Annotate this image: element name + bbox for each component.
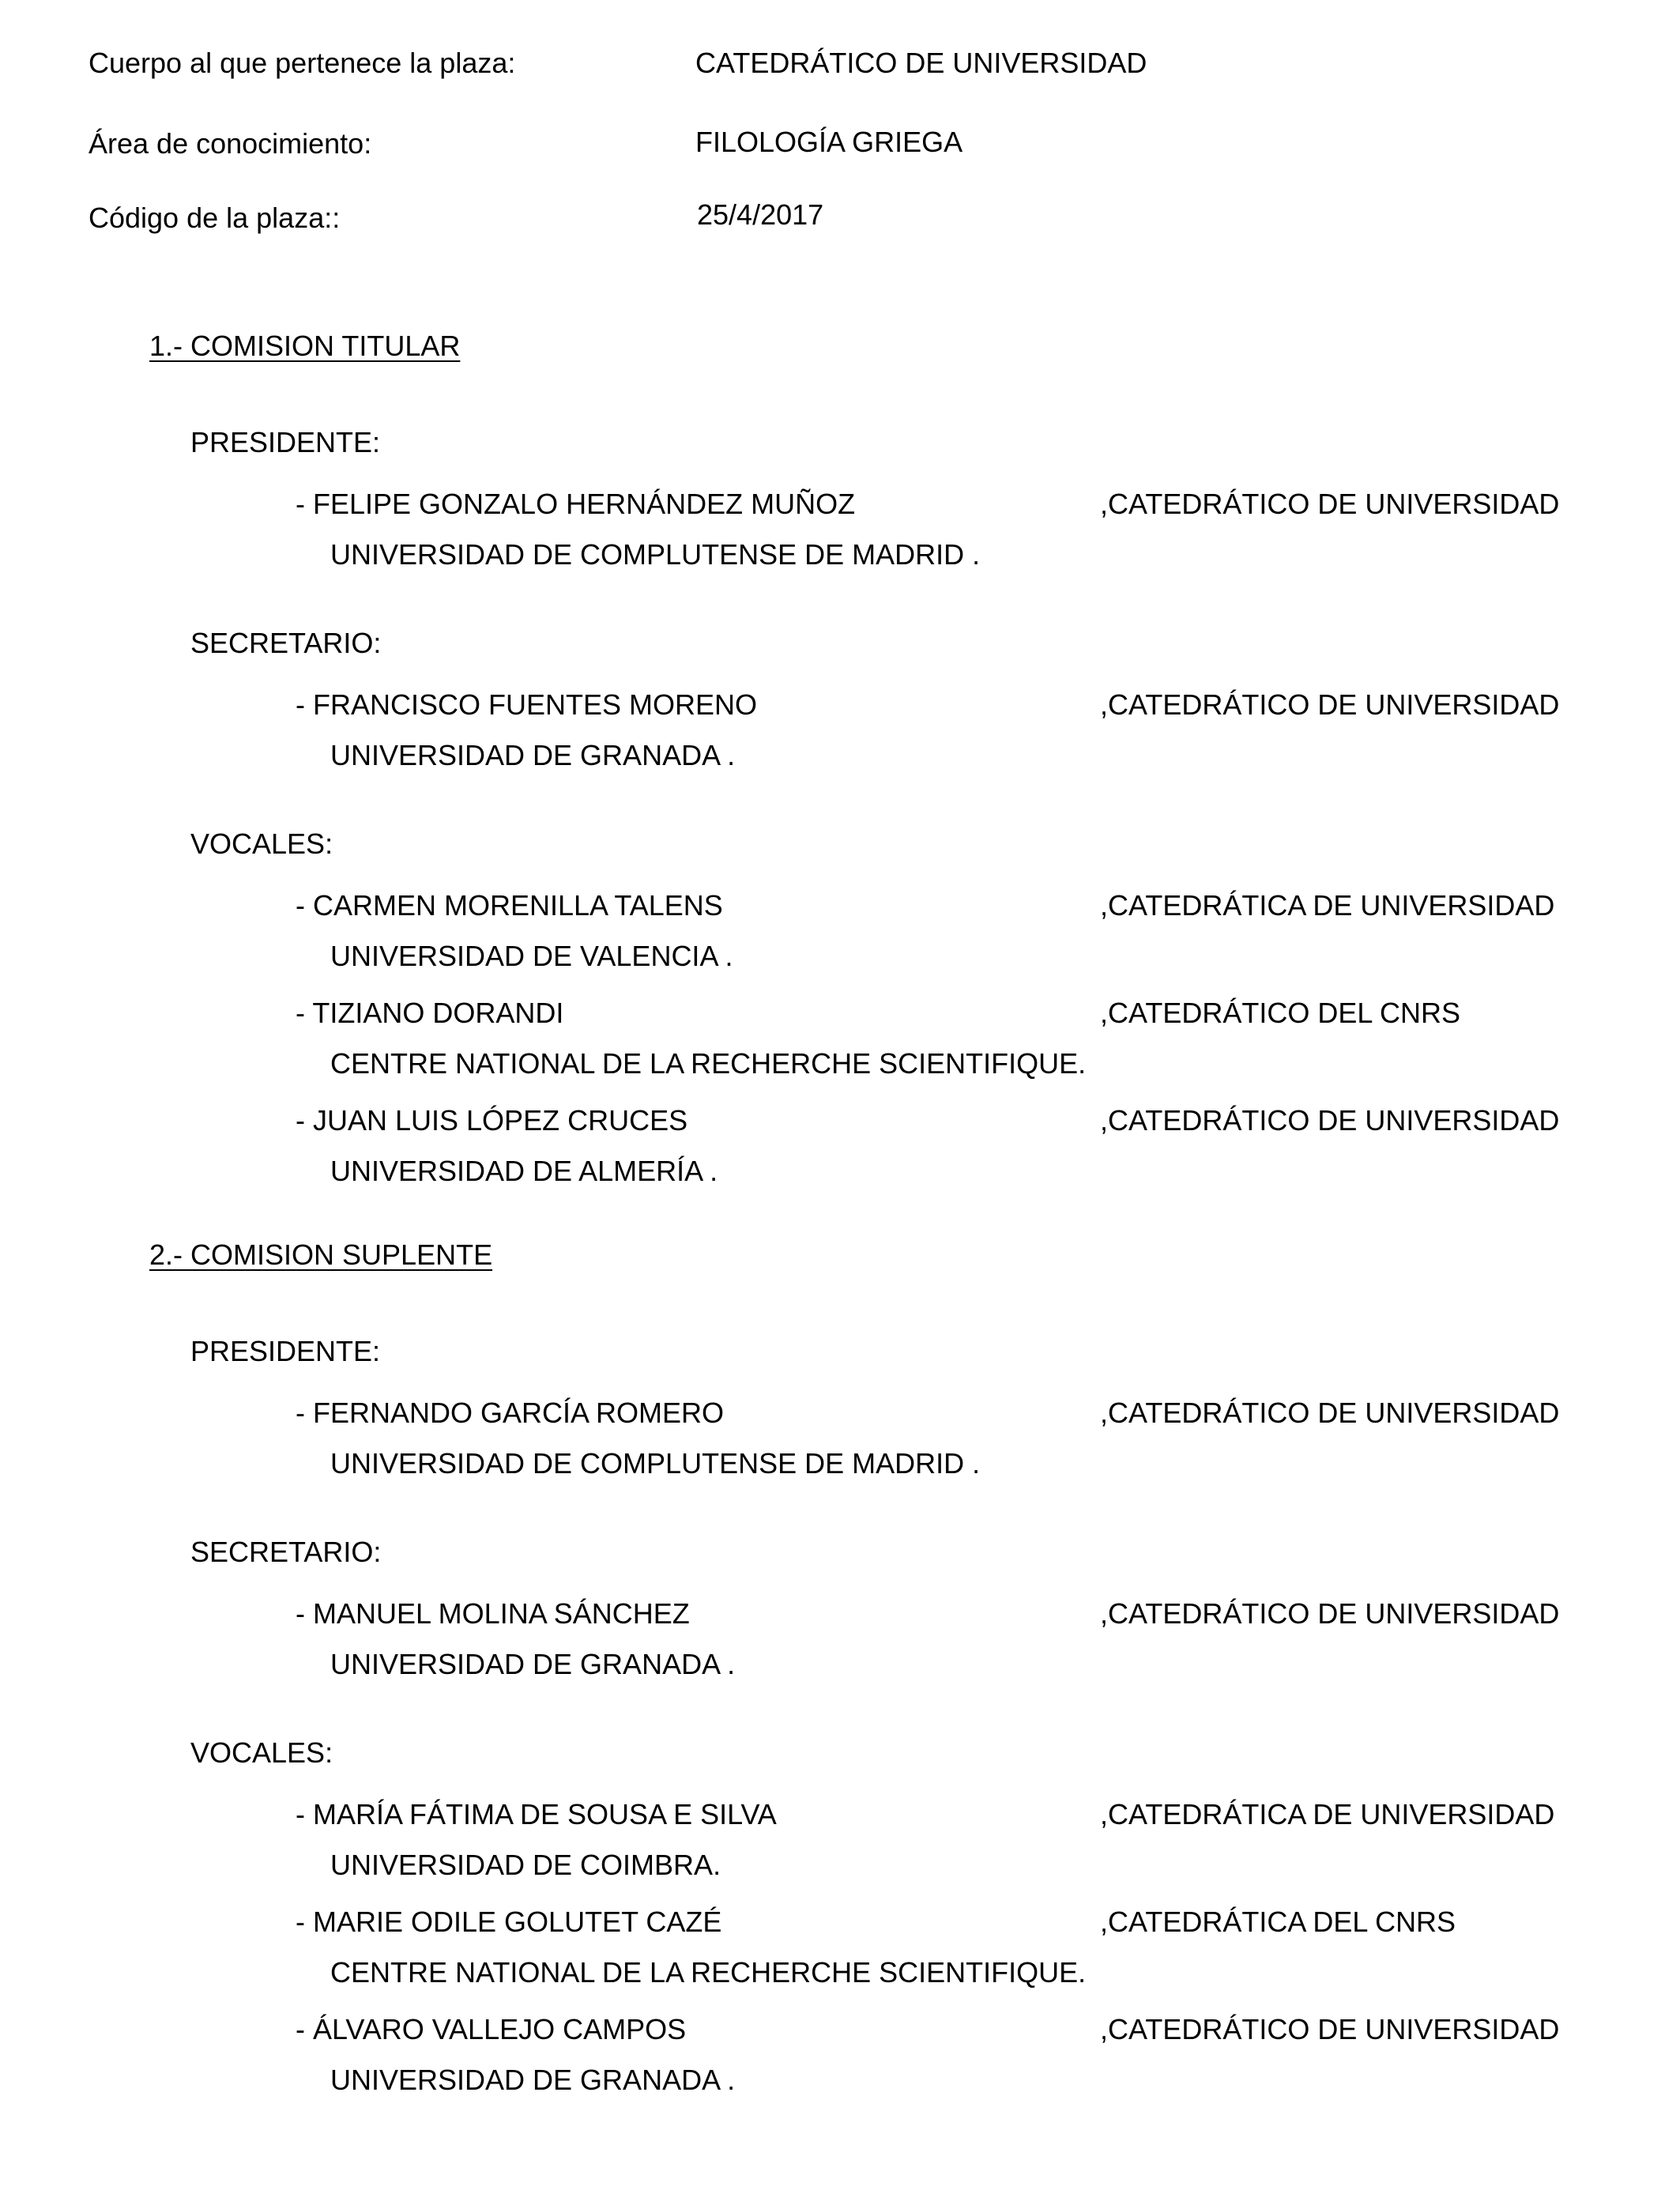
area-value: FILOLOGÍA GRIEGA (695, 126, 963, 158)
titular-heading: 1.- COMISION TITULAR (149, 330, 461, 362)
titular-vocal-3-name: - JUAN LUIS LÓPEZ CRUCES (296, 1104, 688, 1137)
titular-vocal-2-name: - TIZIANO DORANDI (296, 997, 564, 1029)
titular-vocal-1-name: - CARMEN MORENILLA TALENS (296, 889, 723, 922)
suplente-heading: 2.- COMISION SUPLENTE (149, 1238, 493, 1271)
titular-presidente-rank: ,CATEDRÁTICO DE UNIVERSIDAD (1100, 488, 1560, 520)
suplente-secretario-institution: UNIVERSIDAD DE GRANADA . (330, 1648, 736, 1680)
area-label: Área de conocimiento: (89, 127, 372, 160)
suplente-secretario-rank: ,CATEDRÁTICO DE UNIVERSIDAD (1100, 1597, 1560, 1630)
titular-vocal-1-institution: UNIVERSIDAD DE VALENCIA . (330, 940, 733, 972)
codigo-value: 25/4/2017 (697, 198, 824, 231)
titular-secretario-name: - FRANCISCO FUENTES MORENO (296, 688, 758, 721)
suplente-secretario-label: SECRETARIO: (190, 1536, 382, 1568)
suplente-presidente-label: PRESIDENTE: (190, 1335, 381, 1367)
suplente-presidente-rank: ,CATEDRÁTICO DE UNIVERSIDAD (1100, 1397, 1560, 1429)
suplente-vocal-1-rank: ,CATEDRÁTICA DE UNIVERSIDAD (1100, 1798, 1555, 1830)
titular-secretario-label: SECRETARIO: (190, 627, 382, 659)
suplente-vocal-2-institution: CENTRE NATIONAL DE LA RECHERCHE SCIENTIFIQUE. (330, 1956, 1087, 1989)
cuerpo-value: CATEDRÁTICO DE UNIVERSIDAD (695, 47, 1147, 79)
suplente-presidente-name: - FERNANDO GARCÍA ROMERO (296, 1397, 725, 1429)
titular-secretario-rank: ,CATEDRÁTICO DE UNIVERSIDAD (1100, 688, 1560, 721)
codigo-label: Código de la plaza:: (89, 202, 341, 234)
suplente-vocal-3-institution: UNIVERSIDAD DE GRANADA . (330, 2064, 736, 2096)
suplente-vocal-3-rank: ,CATEDRÁTICO DE UNIVERSIDAD (1100, 2013, 1560, 2045)
suplente-vocales-label: VOCALES: (190, 1736, 333, 1769)
suplente-vocal-1-institution: UNIVERSIDAD DE COIMBRA. (330, 1849, 721, 1881)
cuerpo-label: Cuerpo al que pertenece la plaza: (89, 47, 516, 79)
titular-vocal-1-rank: ,CATEDRÁTICA DE UNIVERSIDAD (1100, 889, 1555, 922)
titular-presidente-institution: UNIVERSIDAD DE COMPLUTENSE DE MADRID . (330, 538, 981, 571)
suplente-vocal-1-name: - MARÍA FÁTIMA DE SOUSA E SILVA (296, 1798, 777, 1830)
titular-vocales-label: VOCALES: (190, 827, 333, 860)
suplente-vocal-3-name: - ÁLVARO VALLEJO CAMPOS (296, 2013, 687, 2045)
suplente-vocal-2-name: - MARIE ODILE GOLUTET CAZÉ (296, 1906, 722, 1938)
titular-presidente-name: - FELIPE GONZALO HERNÁNDEZ MUÑOZ (296, 488, 856, 520)
titular-vocal-3-rank: ,CATEDRÁTICO DE UNIVERSIDAD (1100, 1104, 1560, 1137)
titular-vocal-2-rank: ,CATEDRÁTICO DEL CNRS (1100, 997, 1461, 1029)
titular-presidente-label: PRESIDENTE: (190, 426, 381, 458)
suplente-presidente-institution: UNIVERSIDAD DE COMPLUTENSE DE MADRID . (330, 1447, 981, 1480)
suplente-vocal-2-rank: ,CATEDRÁTICA DEL CNRS (1100, 1906, 1456, 1938)
titular-vocal-3-institution: UNIVERSIDAD DE ALMERÍA . (330, 1155, 718, 1187)
suplente-secretario-name: - MANUEL MOLINA SÁNCHEZ (296, 1597, 690, 1630)
titular-secretario-institution: UNIVERSIDAD DE GRANADA . (330, 739, 736, 771)
titular-vocal-2-institution: CENTRE NATIONAL DE LA RECHERCHE SCIENTIFIQUE. (330, 1047, 1087, 1080)
